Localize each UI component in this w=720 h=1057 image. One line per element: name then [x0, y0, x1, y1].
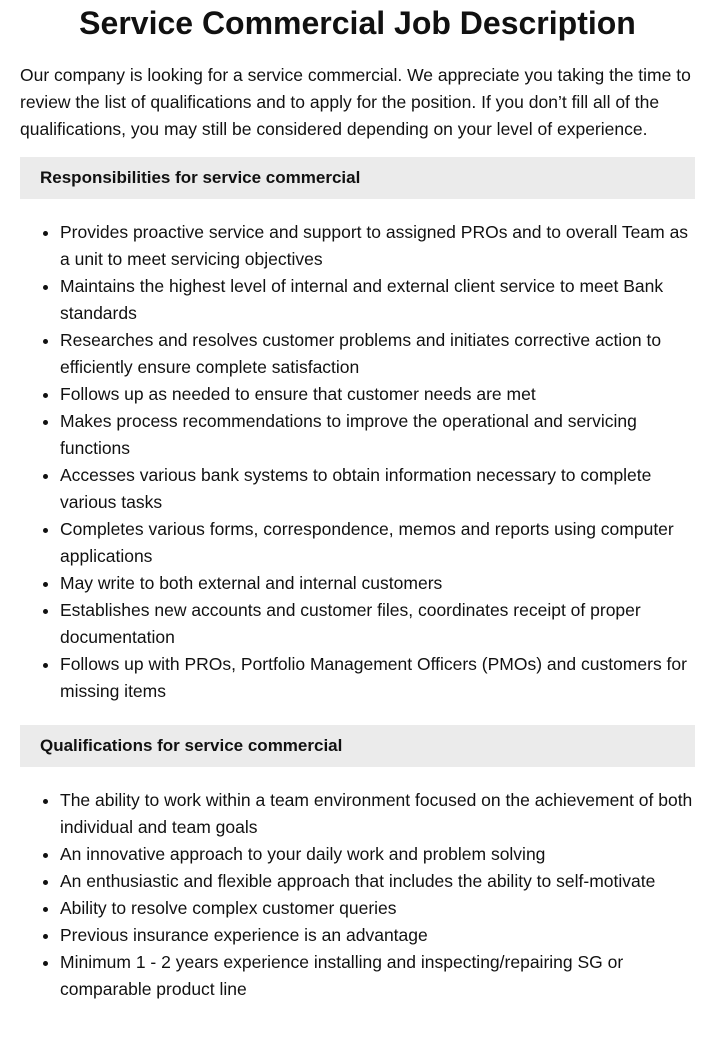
section-heading: Responsibilities for service commercial — [20, 157, 695, 199]
list-item: • Ability to resolve complex customer queries — [60, 895, 695, 922]
section-heading: Qualifications for service commercial — [20, 725, 695, 767]
list-item: • Accesses various bank systems to obtain information necessary to complete various tasks — [60, 462, 695, 516]
list-item: • An enthusiastic and flexible approach that includes the ability to self-motivate — [60, 868, 695, 895]
section-list — [20, 787, 695, 1003]
list-item: • Maintains the highest level of internal and external client service to meet Bank standards — [60, 273, 695, 327]
list-item: • May write to both external and internal customers — [60, 570, 695, 597]
list-item: • An innovative approach to your daily work and problem solving — [60, 841, 695, 868]
list-item: • Establishes new accounts and customer files, coordinates receipt of proper documentation — [60, 597, 695, 651]
page-title: Service Commercial Job Description — [79, 5, 636, 41]
list-item: • Follows up as needed to ensure that customer needs are met — [60, 381, 695, 408]
list-item: • Completes various forms, correspondence, memos and reports using computer applications — [60, 516, 695, 570]
intro-paragraph: Our company is looking for a service commercial. We appreciate you taking the time to review the list of qualifications and to apply for the position. If you don’t fill all of the qualifications, you may still be considered depending on your level of experience. — [20, 65, 691, 139]
section-list — [20, 219, 695, 705]
list-item: • Follows up with PROs, Portfolio Management Officers (PMOs) and customers for missing items — [60, 651, 695, 705]
list-item: • Minimum 1 - 2 years experience installing and inspecting/repairing SG or comparable product line — [60, 949, 695, 1003]
list-item: • Researches and resolves customer problems and initiates corrective action to efficiently ensure complete satisfaction — [60, 327, 695, 381]
list-item: • The ability to work within a team environment focused on the achievement of both individual and team goals — [60, 787, 695, 841]
list-item: • Previous insurance experience is an advantage — [60, 922, 695, 949]
sections — [20, 157, 695, 1003]
list-item: • Provides proactive service and support to assigned PROs and to overall Team as a unit to meet servicing objectives — [60, 219, 695, 273]
list-item: • Makes process recommendations to improve the operational and servicing functions — [60, 408, 695, 462]
